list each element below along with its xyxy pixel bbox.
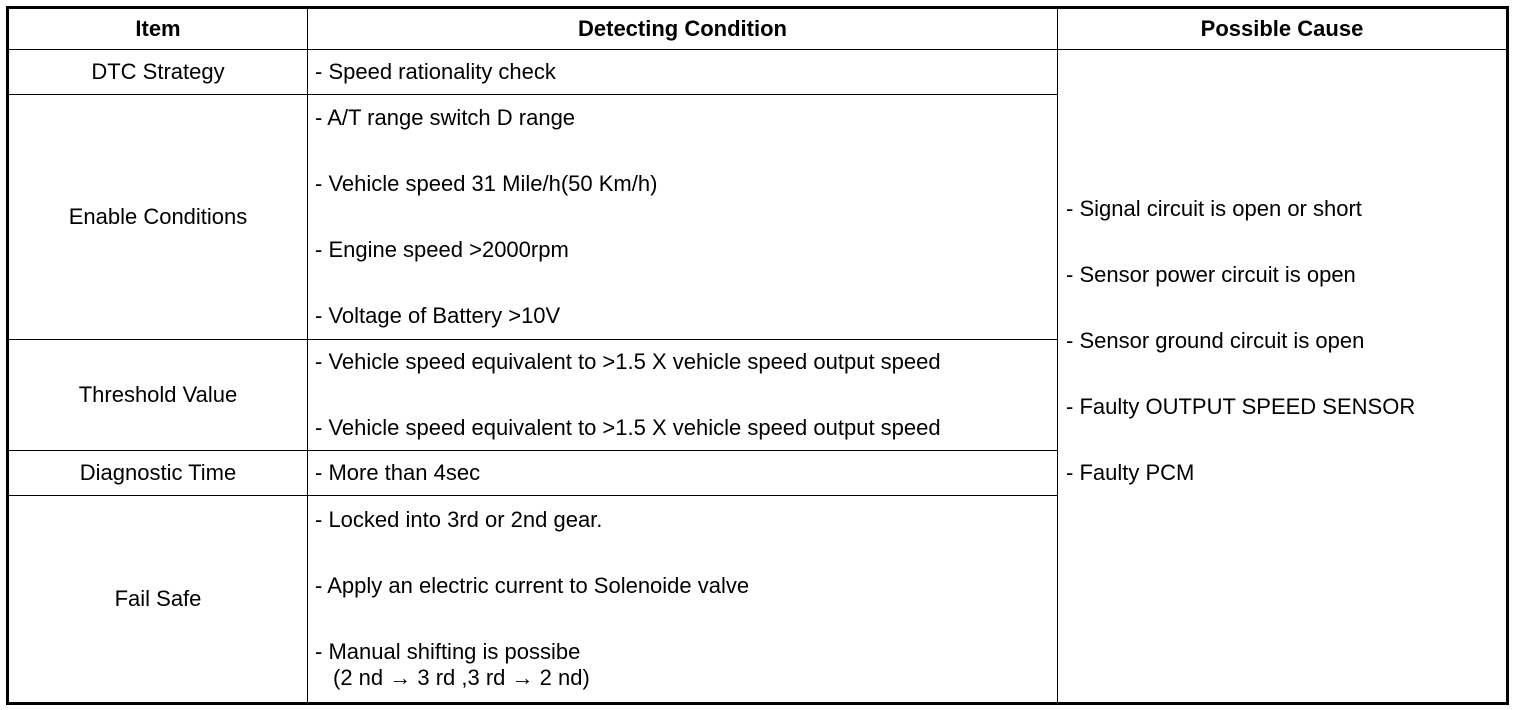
condition-line: - Locked into 3rd or 2nd gear.	[315, 507, 603, 532]
condition-stack	[315, 507, 1051, 665]
condition-threshold-value	[308, 340, 1058, 451]
condition-line: - Speed rationality check	[315, 59, 556, 84]
condition-dtc-strategy	[308, 50, 1058, 95]
condition-line: - Vehicle speed equivalent to >1.5 X vehicle speed output speed	[315, 349, 941, 374]
condition-line: - Vehicle speed 31 Mile/h(50 Km/h)	[315, 171, 658, 196]
condition-diagnostic-time	[308, 451, 1058, 496]
condition-line: - More than 4sec	[315, 460, 481, 485]
condition-stack	[315, 349, 1051, 441]
header-row	[8, 8, 1508, 50]
condition-line: - Voltage of Battery >10V	[315, 303, 561, 328]
item-dtc-strategy: DTC Strategy	[8, 50, 308, 95]
cause-line: - Faulty OUTPUT SPEED SENSOR	[1066, 394, 1416, 419]
possible-cause-list	[1066, 196, 1506, 486]
cause-line: - Sensor ground circuit is open	[1066, 328, 1365, 353]
item-fail-safe: Fail Safe	[8, 496, 308, 704]
condition-stack	[315, 105, 1051, 329]
condition-line: - Manual shifting is possibe	[315, 639, 581, 664]
condition-continuation: (2 nd → 3 rd ,3 rd → 2 nd)	[333, 665, 590, 690]
condition-fail-safe	[308, 496, 1058, 704]
condition-line: - Vehicle speed equivalent to >1.5 X vehicle speed output speed	[315, 415, 941, 440]
header-detecting-condition: Detecting Condition	[308, 8, 1058, 50]
dtc-table	[6, 6, 1509, 705]
cause-line: - Faulty PCM	[1066, 460, 1195, 485]
cause-line: - Sensor power circuit is open	[1066, 262, 1356, 287]
header-item: Item	[8, 8, 308, 50]
cause-line: - Signal circuit is open or short	[1066, 196, 1362, 221]
row-dtc-strategy	[8, 50, 1508, 95]
header-possible-cause: Possible Cause	[1058, 8, 1508, 50]
item-enable-conditions: Enable Conditions	[8, 95, 308, 340]
possible-cause-cell	[1058, 50, 1508, 704]
item-diagnostic-time: Diagnostic Time	[8, 451, 308, 496]
condition-line: - Engine speed >2000rpm	[315, 237, 569, 262]
condition-line: - A/T range switch D range	[315, 105, 576, 130]
condition-enable-conditions	[308, 95, 1058, 340]
item-threshold-value: Threshold Value	[8, 340, 308, 451]
condition-line: - Apply an electric current to Solenoide valve	[315, 573, 750, 598]
